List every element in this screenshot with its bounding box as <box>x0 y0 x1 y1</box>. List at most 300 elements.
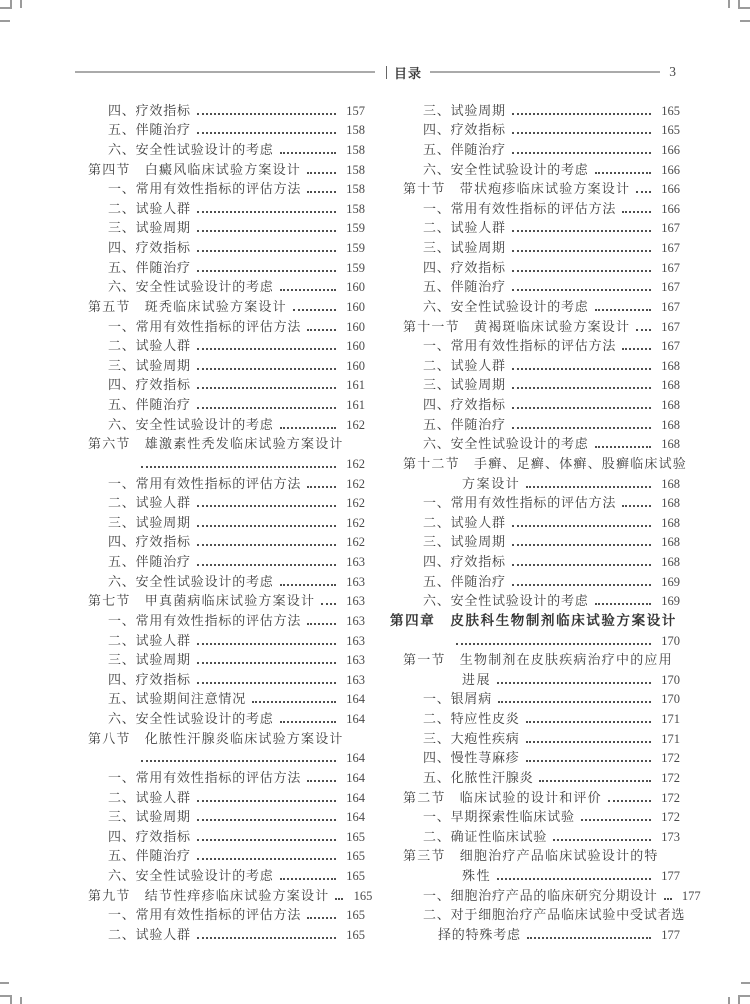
toc-row <box>390 452 688 472</box>
entry-page: 177 <box>661 927 680 942</box>
toc-row <box>75 433 365 453</box>
entry-title: 五、伴随治疗 <box>423 416 506 432</box>
dotted-leader <box>497 878 651 880</box>
toc-row <box>75 236 365 256</box>
toc-row <box>75 747 365 767</box>
entry-title: 二、试验人群 <box>108 495 191 511</box>
dotted-leader <box>595 172 651 174</box>
toc-row <box>390 511 680 531</box>
crop-mark-line <box>738 0 740 9</box>
entry-title: 六、安全性试验设计的考虑 <box>423 298 589 314</box>
dotted-leader <box>608 800 651 802</box>
dotted-leader <box>335 898 343 900</box>
dotted-leader <box>197 819 336 821</box>
entry-page: 167 <box>661 221 680 236</box>
dotted-leader <box>197 348 336 350</box>
entry-page: 167 <box>661 280 680 295</box>
entry-title: 五、伴随治疗 <box>423 141 506 157</box>
entry-page: 170 <box>661 692 680 707</box>
entry-page: 169 <box>661 594 680 609</box>
dotted-leader <box>141 760 336 762</box>
entry-title: 一、细胞治疗产品的临床研究分期设计 <box>423 887 658 903</box>
toc-row <box>390 492 680 512</box>
dotted-leader <box>512 152 651 154</box>
entry-page: 164 <box>346 751 365 766</box>
header-divider <box>386 66 387 79</box>
entry-page: 177 <box>681 888 701 903</box>
entry-title: 三、试验周期 <box>108 514 191 530</box>
entry-page: 164 <box>346 810 365 825</box>
toc-row <box>75 629 365 649</box>
dotted-leader <box>197 858 336 860</box>
entry-title: 六、安全性试验设计的考虑 <box>108 868 274 883</box>
entry-title: 一、常用有效性指标的评估方法 <box>108 612 302 628</box>
dotted-leader <box>622 211 651 213</box>
dotted-leader <box>280 152 336 154</box>
dotted-leader <box>197 800 336 802</box>
entry-title: 六、安全性试验设计的考虑 <box>423 161 589 177</box>
entry-page: 167 <box>661 241 680 255</box>
entry-title: 二、试验人群 <box>423 220 506 236</box>
dotted-leader <box>664 898 672 900</box>
toc-row <box>390 315 680 335</box>
entry-title: 六、安全性试验设计的考虑 <box>108 711 274 726</box>
toc-row <box>390 845 680 865</box>
page-number: 3 <box>669 64 676 79</box>
entry-title: 第二节 临床试验的设计和评价 <box>403 789 602 805</box>
entry-title: 三、大疱性疾病 <box>423 730 520 746</box>
entry-page: 164 <box>346 770 365 785</box>
toc-row <box>75 158 365 178</box>
entry-page: 164 <box>346 790 365 805</box>
crop-mark-line <box>0 20 10 22</box>
toc-row <box>75 570 365 590</box>
toc-row <box>390 825 680 845</box>
crop-mark-line <box>10 995 12 1004</box>
dotted-leader <box>280 584 336 586</box>
entry-title: 择的特殊考虑 <box>438 926 521 942</box>
toc-row <box>75 864 365 884</box>
entry-title: 四、疗效指标 <box>108 377 191 393</box>
entry-title: 二、试验人群 <box>108 789 191 805</box>
toc-row <box>390 158 680 178</box>
dotted-leader <box>197 387 336 389</box>
toc-row <box>75 845 365 865</box>
entry-page: 165 <box>346 829 365 844</box>
header-rule-right <box>430 71 660 73</box>
crop-mark-line <box>728 0 730 8</box>
entry-title: 第十二节 手癣、足癣、体癣、股癣临床试验 <box>403 455 688 471</box>
entry-page: 168 <box>661 437 680 452</box>
entry-title: 六、安全性试验设计的考虑 <box>108 279 274 295</box>
toc-row <box>390 276 680 296</box>
entry-page: 159 <box>346 260 365 275</box>
entry-title: 三、试验周期 <box>423 102 506 118</box>
dotted-leader <box>636 329 651 331</box>
dotted-leader <box>497 682 651 684</box>
entry-page: 165 <box>346 849 365 864</box>
toc-row <box>390 119 680 139</box>
entry-page: 168 <box>661 535 680 550</box>
toc-row <box>75 217 365 237</box>
dotted-leader <box>527 937 651 939</box>
dotted-leader <box>252 701 336 703</box>
dotted-leader <box>512 407 651 409</box>
dotted-leader <box>293 309 336 311</box>
entry-page: 167 <box>661 319 680 334</box>
toc-row <box>390 806 680 826</box>
entry-title: 五、伴随治疗 <box>108 848 191 864</box>
dotted-leader <box>307 172 336 174</box>
entry-title: 第五节 斑秃临床试验方案设计 <box>88 298 287 314</box>
toc-row <box>390 629 680 649</box>
entry-title: 五、伴随治疗 <box>108 397 191 412</box>
entry-title: 四、疗效指标 <box>108 240 191 255</box>
dotted-leader <box>197 525 336 527</box>
dotted-leader <box>636 191 651 193</box>
toc-row <box>75 806 365 826</box>
entry-title: 第四章 皮肤科生物制剂临床试验方案设计 <box>390 612 677 628</box>
toc-row <box>75 786 365 806</box>
dotted-leader <box>197 643 336 645</box>
toc-row <box>75 335 365 355</box>
entry-page: 168 <box>661 515 680 530</box>
entry-title: 三、试验周期 <box>108 220 191 236</box>
entry-page: 157 <box>346 103 365 118</box>
entry-title: 四、疗效指标 <box>108 671 191 687</box>
toc-row <box>390 178 680 198</box>
dotted-leader <box>280 289 336 291</box>
entry-title: 第十节 带状疱疹临床试验方案设计 <box>403 181 631 197</box>
entry-title: 第一节 生物制剂在皮肤疾病治疗中的应用 <box>403 652 673 668</box>
entry-title: 第七节 甲真菌病临床试验方案设计 <box>88 593 316 609</box>
entry-page: 158 <box>346 182 365 197</box>
toc-row <box>390 354 680 374</box>
entry-title: 五、伴随治疗 <box>423 279 506 295</box>
entry-title: 二、试验人群 <box>108 632 191 648</box>
toc-row <box>75 688 365 708</box>
toc-row <box>390 707 680 727</box>
entry-page: 167 <box>661 299 680 314</box>
entry-page: 163 <box>346 672 365 687</box>
entry-title: 六、安全性试验设计的考虑 <box>108 573 274 589</box>
dotted-leader <box>512 427 651 429</box>
crop-mark-line <box>739 7 750 9</box>
toc-row <box>75 99 365 119</box>
entry-title: 一、常用有效性指标的评估方法 <box>108 181 302 197</box>
entry-page: 158 <box>346 123 365 138</box>
entry-title: 六、安全性试验设计的考虑 <box>423 436 589 452</box>
entry-page: 171 <box>661 712 680 726</box>
entry-page: 158 <box>346 142 365 157</box>
entry-title: 四、疗效指标 <box>108 102 191 118</box>
toc-row <box>75 766 365 786</box>
entry-page: 177 <box>661 869 680 883</box>
toc-row <box>390 864 680 884</box>
entry-title: 六、安全性试验设计的考虑 <box>108 141 274 157</box>
dotted-leader <box>197 211 336 213</box>
toc-row <box>75 256 365 276</box>
entry-title: 六、安全性试验设计的考虑 <box>108 416 274 432</box>
toc-row <box>390 217 680 237</box>
entry-page: 171 <box>661 731 680 746</box>
entry-page: 164 <box>346 692 365 707</box>
entry-page: 168 <box>661 378 680 393</box>
entry-title: 五、化脓性汗腺炎 <box>423 769 534 785</box>
dotted-leader <box>512 270 651 272</box>
dotted-leader <box>526 721 651 723</box>
entry-title: 四、慢性荨麻疹 <box>423 750 520 766</box>
toc-row <box>390 570 680 590</box>
entry-title: 方案设计 <box>462 475 521 491</box>
entry-title: 一、常用有效性指标的评估方法 <box>108 769 302 785</box>
crop-mark-line <box>739 995 750 997</box>
entry-title: 殊性 <box>462 868 492 883</box>
entry-title: 二、试验人群 <box>423 514 506 530</box>
toc-row <box>75 492 365 512</box>
dotted-leader <box>307 623 336 625</box>
entry-title: 一、早期探索性临床试验 <box>423 809 575 825</box>
entry-page: 160 <box>346 358 365 373</box>
entry-title: 五、伴随治疗 <box>423 573 506 589</box>
dotted-leader <box>622 505 651 507</box>
entry-title: 二、试验人群 <box>108 200 191 216</box>
entry-title: 四、疗效指标 <box>423 397 506 412</box>
toc-row <box>390 609 680 629</box>
dotted-leader <box>197 230 336 232</box>
entry-page: 163 <box>346 653 365 668</box>
dotted-leader <box>280 878 336 880</box>
toc-row <box>75 393 365 413</box>
entry-page: 163 <box>346 594 365 609</box>
toc-row <box>390 197 680 217</box>
dotted-leader <box>512 564 651 566</box>
toc-row <box>75 138 365 158</box>
dotted-leader <box>456 643 651 645</box>
toc-row <box>75 276 365 296</box>
entry-page: 170 <box>661 672 680 687</box>
dotted-leader <box>280 427 336 429</box>
entry-title: 四、疗效指标 <box>423 122 506 138</box>
toc-row <box>390 374 680 394</box>
toc-row <box>390 904 686 924</box>
entry-page: 158 <box>346 162 365 177</box>
entry-page: 170 <box>661 633 680 648</box>
toc-row <box>75 884 373 904</box>
toc-row <box>390 335 680 355</box>
dotted-leader <box>197 682 336 684</box>
entry-page: 165 <box>353 888 373 903</box>
toc-row <box>390 747 680 767</box>
entry-title: 一、常用有效性指标的评估方法 <box>423 200 617 216</box>
dotted-leader <box>553 839 651 841</box>
crop-mark-line <box>728 997 730 1004</box>
dotted-leader <box>498 701 651 703</box>
dotted-leader <box>197 662 336 664</box>
entry-page: 172 <box>661 770 680 785</box>
entry-page: 172 <box>661 751 680 766</box>
dotted-leader <box>197 368 336 370</box>
toc-row <box>75 668 365 688</box>
entry-page: 160 <box>346 280 365 295</box>
entry-page: 162 <box>346 476 365 491</box>
crop-mark-line <box>0 982 9 984</box>
toc-row <box>390 786 680 806</box>
dotted-leader <box>622 348 651 350</box>
toc-row <box>390 295 680 315</box>
toc-row <box>75 511 365 531</box>
dotted-leader <box>512 368 651 370</box>
entry-title: 三、试验周期 <box>423 534 506 550</box>
entry-title: 第三节 细胞治疗产品临床试验设计的特 <box>403 848 659 864</box>
toc-row <box>390 727 680 747</box>
toc-row <box>390 138 680 158</box>
toc-row <box>390 433 680 453</box>
dotted-leader <box>512 584 651 586</box>
entry-title: 四、疗效指标 <box>423 259 506 275</box>
entry-page: 168 <box>661 398 680 412</box>
dotted-leader <box>595 603 651 605</box>
entry-title: 一、银屑病 <box>423 691 493 707</box>
crop-mark-line <box>740 20 750 22</box>
crop-mark-line <box>20 0 22 8</box>
entry-title: 第八节 化脓性汗腺炎临床试验方案设计 <box>88 730 344 746</box>
dotted-leader <box>307 486 336 488</box>
dotted-leader <box>512 250 651 252</box>
dotted-leader <box>197 564 336 566</box>
dotted-leader <box>197 937 336 939</box>
dotted-leader <box>512 113 651 115</box>
toc-row <box>75 315 365 335</box>
entry-page: 158 <box>346 201 365 216</box>
toc-row <box>75 531 365 551</box>
toc-row <box>75 295 365 315</box>
toc-row <box>75 727 365 747</box>
entry-page: 163 <box>346 555 365 569</box>
entry-title: 三、试验周期 <box>108 809 191 825</box>
entry-page: 169 <box>661 574 680 589</box>
toc-row <box>75 413 365 433</box>
toc-row <box>390 550 680 570</box>
entry-title: 五、伴随治疗 <box>108 554 191 569</box>
toc-row <box>390 766 680 786</box>
entry-page: 165 <box>661 123 680 138</box>
entry-page: 166 <box>661 142 680 157</box>
entry-page: 172 <box>661 790 680 805</box>
toc-row <box>75 904 365 924</box>
toc-row <box>75 590 365 610</box>
dotted-leader <box>307 780 336 782</box>
entry-page: 173 <box>661 829 680 844</box>
entry-title: 三、试验周期 <box>108 357 191 373</box>
page-title: 目录 <box>394 65 423 81</box>
entry-page: 162 <box>346 456 365 471</box>
entry-page: 159 <box>346 221 365 236</box>
entry-page: 168 <box>661 496 680 511</box>
toc-row <box>75 649 365 669</box>
entry-page: 172 <box>661 810 680 825</box>
entry-title: 第四节 白癜风临床试验方案设计 <box>88 161 302 177</box>
toc-row <box>390 99 680 119</box>
entry-page: 161 <box>346 378 365 393</box>
entry-title: 五、伴随治疗 <box>108 259 191 275</box>
crop-mark-line <box>741 982 750 984</box>
entry-page: 159 <box>346 241 365 255</box>
toc-row <box>390 649 680 669</box>
entry-page: 160 <box>346 299 365 314</box>
toc-row <box>390 256 680 276</box>
dotted-leader <box>595 446 651 448</box>
header-rule-left <box>75 71 375 73</box>
entry-page: 162 <box>346 417 365 432</box>
entry-title: 一、常用有效性指标的评估方法 <box>423 495 617 511</box>
dotted-leader <box>512 132 651 134</box>
dotted-leader <box>539 780 651 782</box>
entry-page: 163 <box>346 574 365 589</box>
toc-row <box>390 923 680 943</box>
entry-title: 一、常用有效性指标的评估方法 <box>108 475 302 491</box>
entry-page: 166 <box>661 201 680 216</box>
entry-page: 165 <box>346 908 365 923</box>
dotted-leader <box>141 466 336 468</box>
entry-title: 四、疗效指标 <box>108 828 191 844</box>
entry-page: 168 <box>661 476 680 491</box>
entry-page: 165 <box>661 103 680 118</box>
dotted-leader <box>197 250 336 252</box>
entry-title: 进展 <box>462 671 492 687</box>
entry-title: 五、伴随治疗 <box>108 122 191 138</box>
toc-row <box>75 707 365 727</box>
toc-row <box>75 923 365 943</box>
entry-page: 162 <box>346 515 365 530</box>
toc-row <box>75 609 365 629</box>
toc-row <box>75 374 365 394</box>
entry-title: 二、试验人群 <box>108 338 191 354</box>
dotted-leader <box>307 917 336 919</box>
entry-title: 五、试验期间注意情况 <box>108 691 247 707</box>
toc-row <box>390 668 680 688</box>
toc-row <box>390 590 680 610</box>
entry-page: 167 <box>661 339 680 354</box>
entry-title: 第十一节 黄褐斑临床试验方案设计 <box>403 318 631 334</box>
crop-mark-line <box>20 997 22 1004</box>
dotted-leader <box>197 839 336 841</box>
dotted-leader <box>307 191 336 193</box>
crop-mark-line <box>738 995 740 1004</box>
dotted-leader <box>512 525 651 527</box>
entry-title: 一、常用有效性指标的评估方法 <box>108 907 302 923</box>
entry-page: 168 <box>661 417 680 432</box>
toc-row <box>75 550 365 570</box>
entry-page: 162 <box>346 496 365 511</box>
dotted-leader <box>595 309 651 311</box>
entry-title: 二、试验人群 <box>423 357 506 373</box>
entry-title: 六、安全性试验设计的考虑 <box>423 593 589 609</box>
entry-title: 第六节 雄激素性秃发临床试验方案设计 <box>88 436 344 452</box>
dotted-leader <box>581 819 651 821</box>
entry-page: 167 <box>661 260 680 275</box>
dotted-leader <box>512 544 651 546</box>
dotted-leader <box>197 113 336 115</box>
entry-title: 一、常用有效性指标的评估方法 <box>423 338 617 354</box>
dotted-leader <box>197 270 336 272</box>
dotted-leader <box>197 407 336 409</box>
dotted-leader <box>512 230 651 232</box>
entry-title: 二、特应性皮炎 <box>423 711 520 726</box>
dotted-leader <box>321 603 336 605</box>
entry-page: 165 <box>346 869 365 883</box>
toc-row <box>75 119 365 139</box>
